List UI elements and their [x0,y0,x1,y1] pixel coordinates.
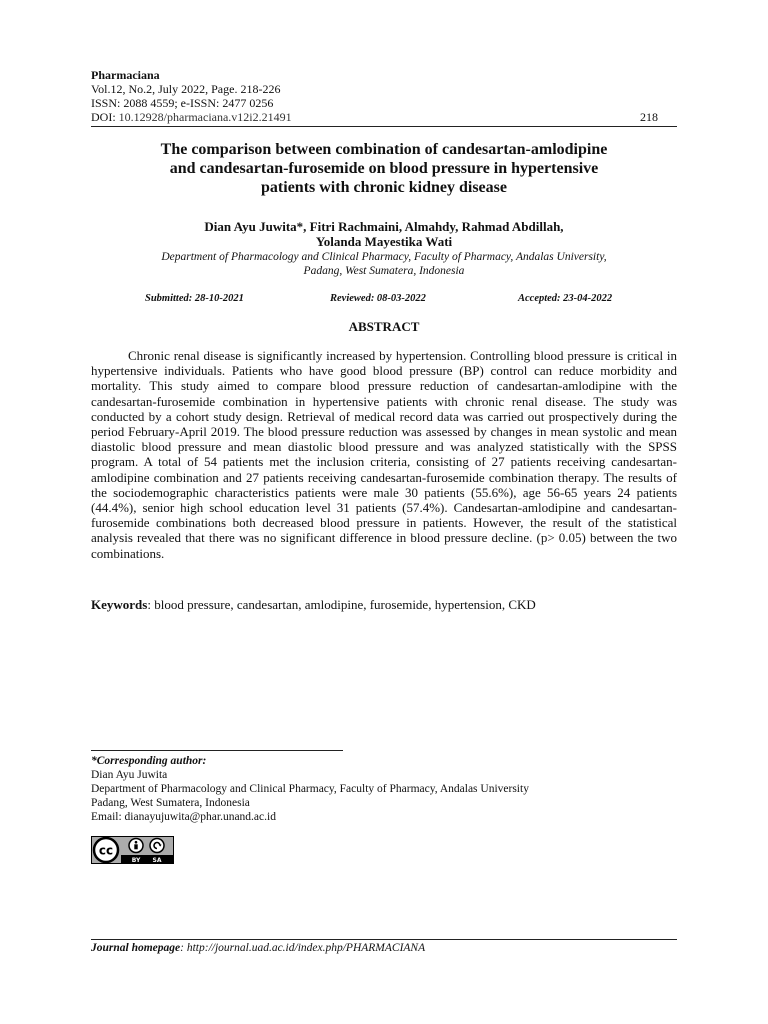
corresponding-author [91,754,677,824]
article-title [91,140,677,197]
submitted-date: Submitted: 28-10-2021 [145,293,244,304]
abstract-body: Chronic renal disease is significantly increased by hypertension. Controlling blood pressure is critical in hypertensive individuals. Patients who have good blood pressure (BP) control can reduce morbidity and mortality. This study aimed to compare blood pressure reduction of candesartan-amlodipine with the candesartan-furosemide combination in hypertensive patients with chronic renal disease. The study was conducted by a cohort study design. Retrieval of medical record data was carried out prospectively during the period February-April 2019. The blood pressure reduction was assessed by changes in mean systolic and mean diastolic blood pressure and mean diastolic blood pressure and was analyzed statistically with the SPSS program. A total of 54 patients met the inclusion criteria, consisting of 27 patients receiving candesartan-amlodipine combination and 27 patients receiving candesartan-furosemide combination therapy. The results of the sociodemographic characteristics patients were male 30 patients (55.6%), age 56-65 years 24 patients (44.4%), senior high school education level 31 patients (57.4%). Candesartan-amlodipine and candesartan-furosemide combinations both decreased blood pressure in patients. However, the result of the statistical analysis revealed that there was no significant difference in blood pressure decline. (p> 0.05) between the two combinations. [91,348,677,561]
header-divider [91,126,677,127]
doi-line [91,110,661,124]
title-line: The comparison between combination of candesartan-amlodipine [160,141,608,158]
cc-text: cc [98,843,114,858]
authors-line: Dian Ayu Juwita*, Fitri Rachmaini, Almahdy, Rahmad Abdillah, [204,219,564,234]
corresponding-department: Department of Pharmacology and Clinical Pharmacy, Faculty of Pharmacy, Andalas University [91,783,529,795]
affiliation-line: Padang, West Sumatera, Indonesia [303,265,465,277]
volume-line: Vol.12, No.2, July 2022, Page. 218-226 [91,82,281,96]
doi-link[interactable]: 10.12928/pharmaciana.v12i2.21491 [118,110,292,124]
journal-name: Pharmaciana [91,68,160,82]
page-number: 218 [640,110,658,124]
footnote-divider [91,750,343,751]
cc-license-graphic [91,836,174,864]
cc-by-sa-icon[interactable] [91,836,174,864]
journal-header [91,68,661,124]
keywords-label: Keywords [91,597,148,612]
issn-line: ISSN: 2088 4559; e-ISSN: 2477 0256 [91,96,274,110]
keywords [91,597,677,612]
corresponding-email[interactable]: Email: dianayujuwita@phar.unand.ac.id [91,811,276,823]
corresponding-city: Padang, West Sumatera, Indonesia [91,797,250,809]
authors-line: Yolanda Mayestika Wati [315,234,453,249]
keywords-value: : blood pressure, candesartan, amlodipine, furosemide, hypertension, CKD [147,597,536,612]
homepage-label: Journal homepage [91,942,181,954]
title-line: and candesartan-furosemide on blood pressure in hypertensive [169,160,599,177]
footer-divider [91,939,677,940]
abstract-heading: ABSTRACT [348,319,420,334]
author-list [91,219,677,249]
corresponding-name: Dian Ayu Juwita [91,769,168,781]
sa-text: SA [152,857,162,864]
affiliation [91,250,677,278]
journal-homepage [91,941,677,955]
doi-label: DOI: [91,110,119,124]
affiliation-line: Department of Pharmacology and Clinical Pharmacy, Faculty of Pharmacy, Andalas University, [161,251,607,263]
accepted-date: Accepted: 23-04-2022 [518,293,613,304]
by-text: BY [131,857,141,864]
title-line: patients with chronic kidney disease [261,179,507,196]
homepage-link[interactable]: : http://journal.uad.ac.id/index.php/PHARMACIANA [180,942,426,954]
reviewed-date: Reviewed: 08-03-2022 [330,293,426,304]
corresponding-label: *Corresponding author: [91,755,207,767]
